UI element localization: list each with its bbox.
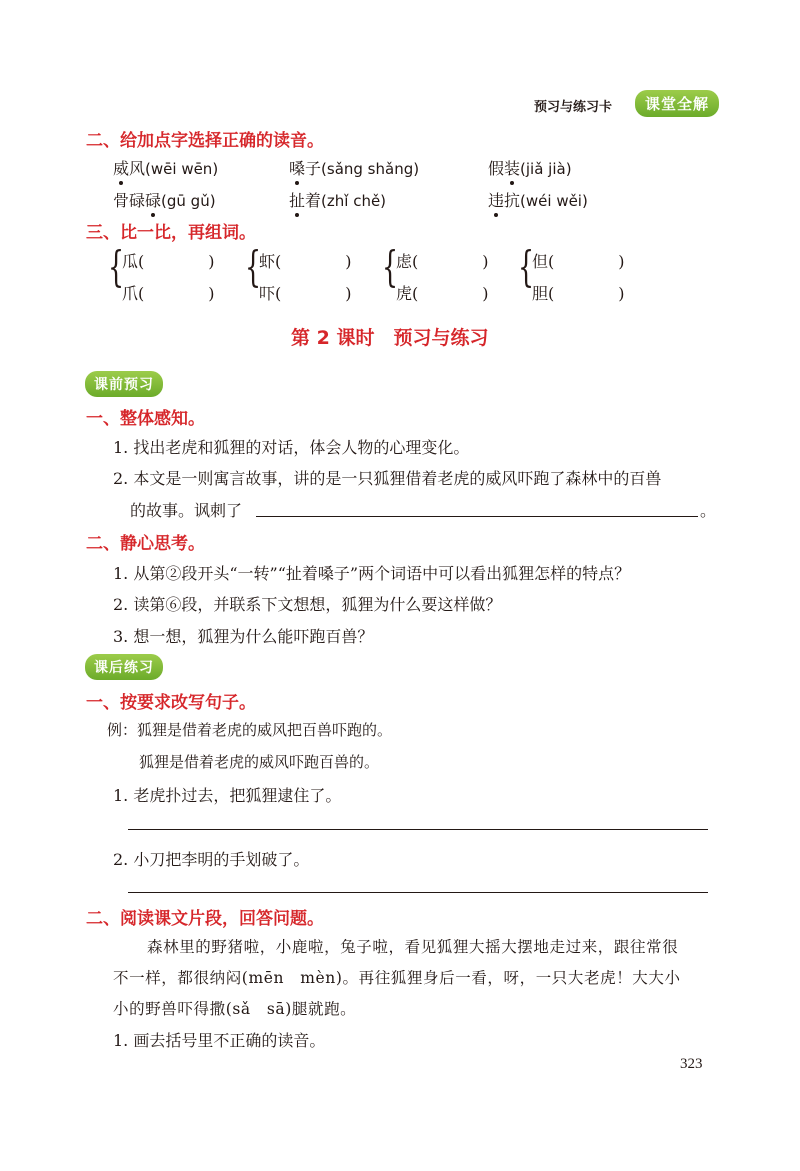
part-title-rewrite: 一、按要求改写句子。 bbox=[86, 693, 256, 713]
rewrite-example-2: 狐狸是借着老虎的威风吓跑百兽的。 bbox=[139, 753, 380, 771]
pair-1-bottom: 爪( ) bbox=[122, 284, 215, 303]
page-number: 323 bbox=[680, 1056, 703, 1072]
pron-item-3: 假装(jiǎ jià) bbox=[488, 156, 572, 179]
think-q1: 1. 从第②段开头“一转”“扯着嗓子”两个词语中可以看出狐狸怎样的特点？ bbox=[113, 564, 631, 583]
pron-item-1: 威风(wēi wēn) bbox=[113, 156, 218, 179]
pair-1-top: 瓜( ) bbox=[122, 252, 215, 271]
section-title-compare: 三、比一比，再组词。 bbox=[86, 223, 256, 243]
rewrite-q2: 2. 小刀把李明的手划破了。 bbox=[113, 850, 310, 869]
reading-line-2: 不一样，都很纳闷(mēn mèn)。再往狐狸身后一看，呀，一只大老虎！大大小 bbox=[113, 969, 681, 987]
answer-line-rewrite-2[interactable] bbox=[128, 892, 708, 893]
pair-2-bottom: 吓( ) bbox=[259, 284, 352, 303]
header-badge: 课堂全解 bbox=[635, 90, 719, 117]
reading-line-1: 森林里的野猪啦，小鹿啦，兔子啦，看见狐狸大摇大摆地走过来，跟往常很 bbox=[147, 938, 679, 956]
brace-1: { bbox=[108, 242, 125, 291]
preview-q2-line1: 2. 本文是一则寓言故事，讲的是一只狐狸借着老虎的威风吓跑了森林中的百兽 bbox=[113, 469, 662, 488]
pair-3-bottom: 虎( ) bbox=[396, 284, 489, 303]
reading-q1: 1. 画去括号里不正确的读音。 bbox=[113, 1031, 326, 1050]
reading-line-3: 小的野兽吓得撒(sǎ sā)腿就跑。 bbox=[113, 1000, 357, 1018]
part-title-overall: 一、整体感知。 bbox=[86, 409, 205, 429]
preview-q2-line2: 的故事。讽刺了 bbox=[130, 501, 243, 520]
section-title-pronunciation: 二、给加点字选择正确的读音。 bbox=[86, 131, 324, 151]
rewrite-example-1: 例：狐狸是借着老虎的威风把百兽吓跑的。 bbox=[107, 721, 393, 739]
preview-q2-end: 。 bbox=[700, 501, 717, 520]
pron-item-5: 扯着(zhǐ chě) bbox=[289, 188, 386, 211]
part-title-reading: 二、阅读课文片段，回答问题。 bbox=[86, 909, 324, 929]
pron-item-2: 嗓子(sǎng shǎng) bbox=[289, 156, 419, 179]
header-label: 预习与练习卡 bbox=[534, 100, 613, 115]
lesson-title: 第 2 课时 预习与练习 bbox=[291, 327, 489, 349]
pron-item-6: 违抗(wéi wěi) bbox=[488, 188, 588, 211]
brace-4: { bbox=[518, 242, 535, 291]
think-q3: 3. 想一想，狐狸为什么能吓跑百兽？ bbox=[113, 627, 374, 646]
answer-line-rewrite-1[interactable] bbox=[128, 829, 708, 830]
after-class-badge: 课后练习 bbox=[85, 654, 163, 680]
part-title-think: 二、静心思考。 bbox=[86, 534, 205, 554]
rewrite-q1: 1. 老虎扑过去，把狐狸逮住了。 bbox=[113, 786, 342, 805]
brace-3: { bbox=[382, 242, 399, 291]
pron-item-4: 骨碌碌(gū gǔ) bbox=[113, 188, 216, 211]
brace-2: { bbox=[245, 242, 262, 291]
pair-4-top: 但( ) bbox=[532, 252, 625, 271]
pair-4-bottom: 胆( ) bbox=[532, 284, 625, 303]
preview-badge: 课前预习 bbox=[85, 371, 163, 397]
answer-line-satire[interactable] bbox=[256, 516, 698, 517]
think-q2: 2. 读第⑥段，并联系下文想想，狐狸为什么要这样做？ bbox=[113, 595, 502, 614]
pair-2-top: 虾( ) bbox=[259, 252, 352, 271]
pair-3-top: 虑( ) bbox=[396, 252, 489, 271]
preview-q1: 1. 找出老虎和狐狸的对话，体会人物的心理变化。 bbox=[113, 438, 470, 457]
